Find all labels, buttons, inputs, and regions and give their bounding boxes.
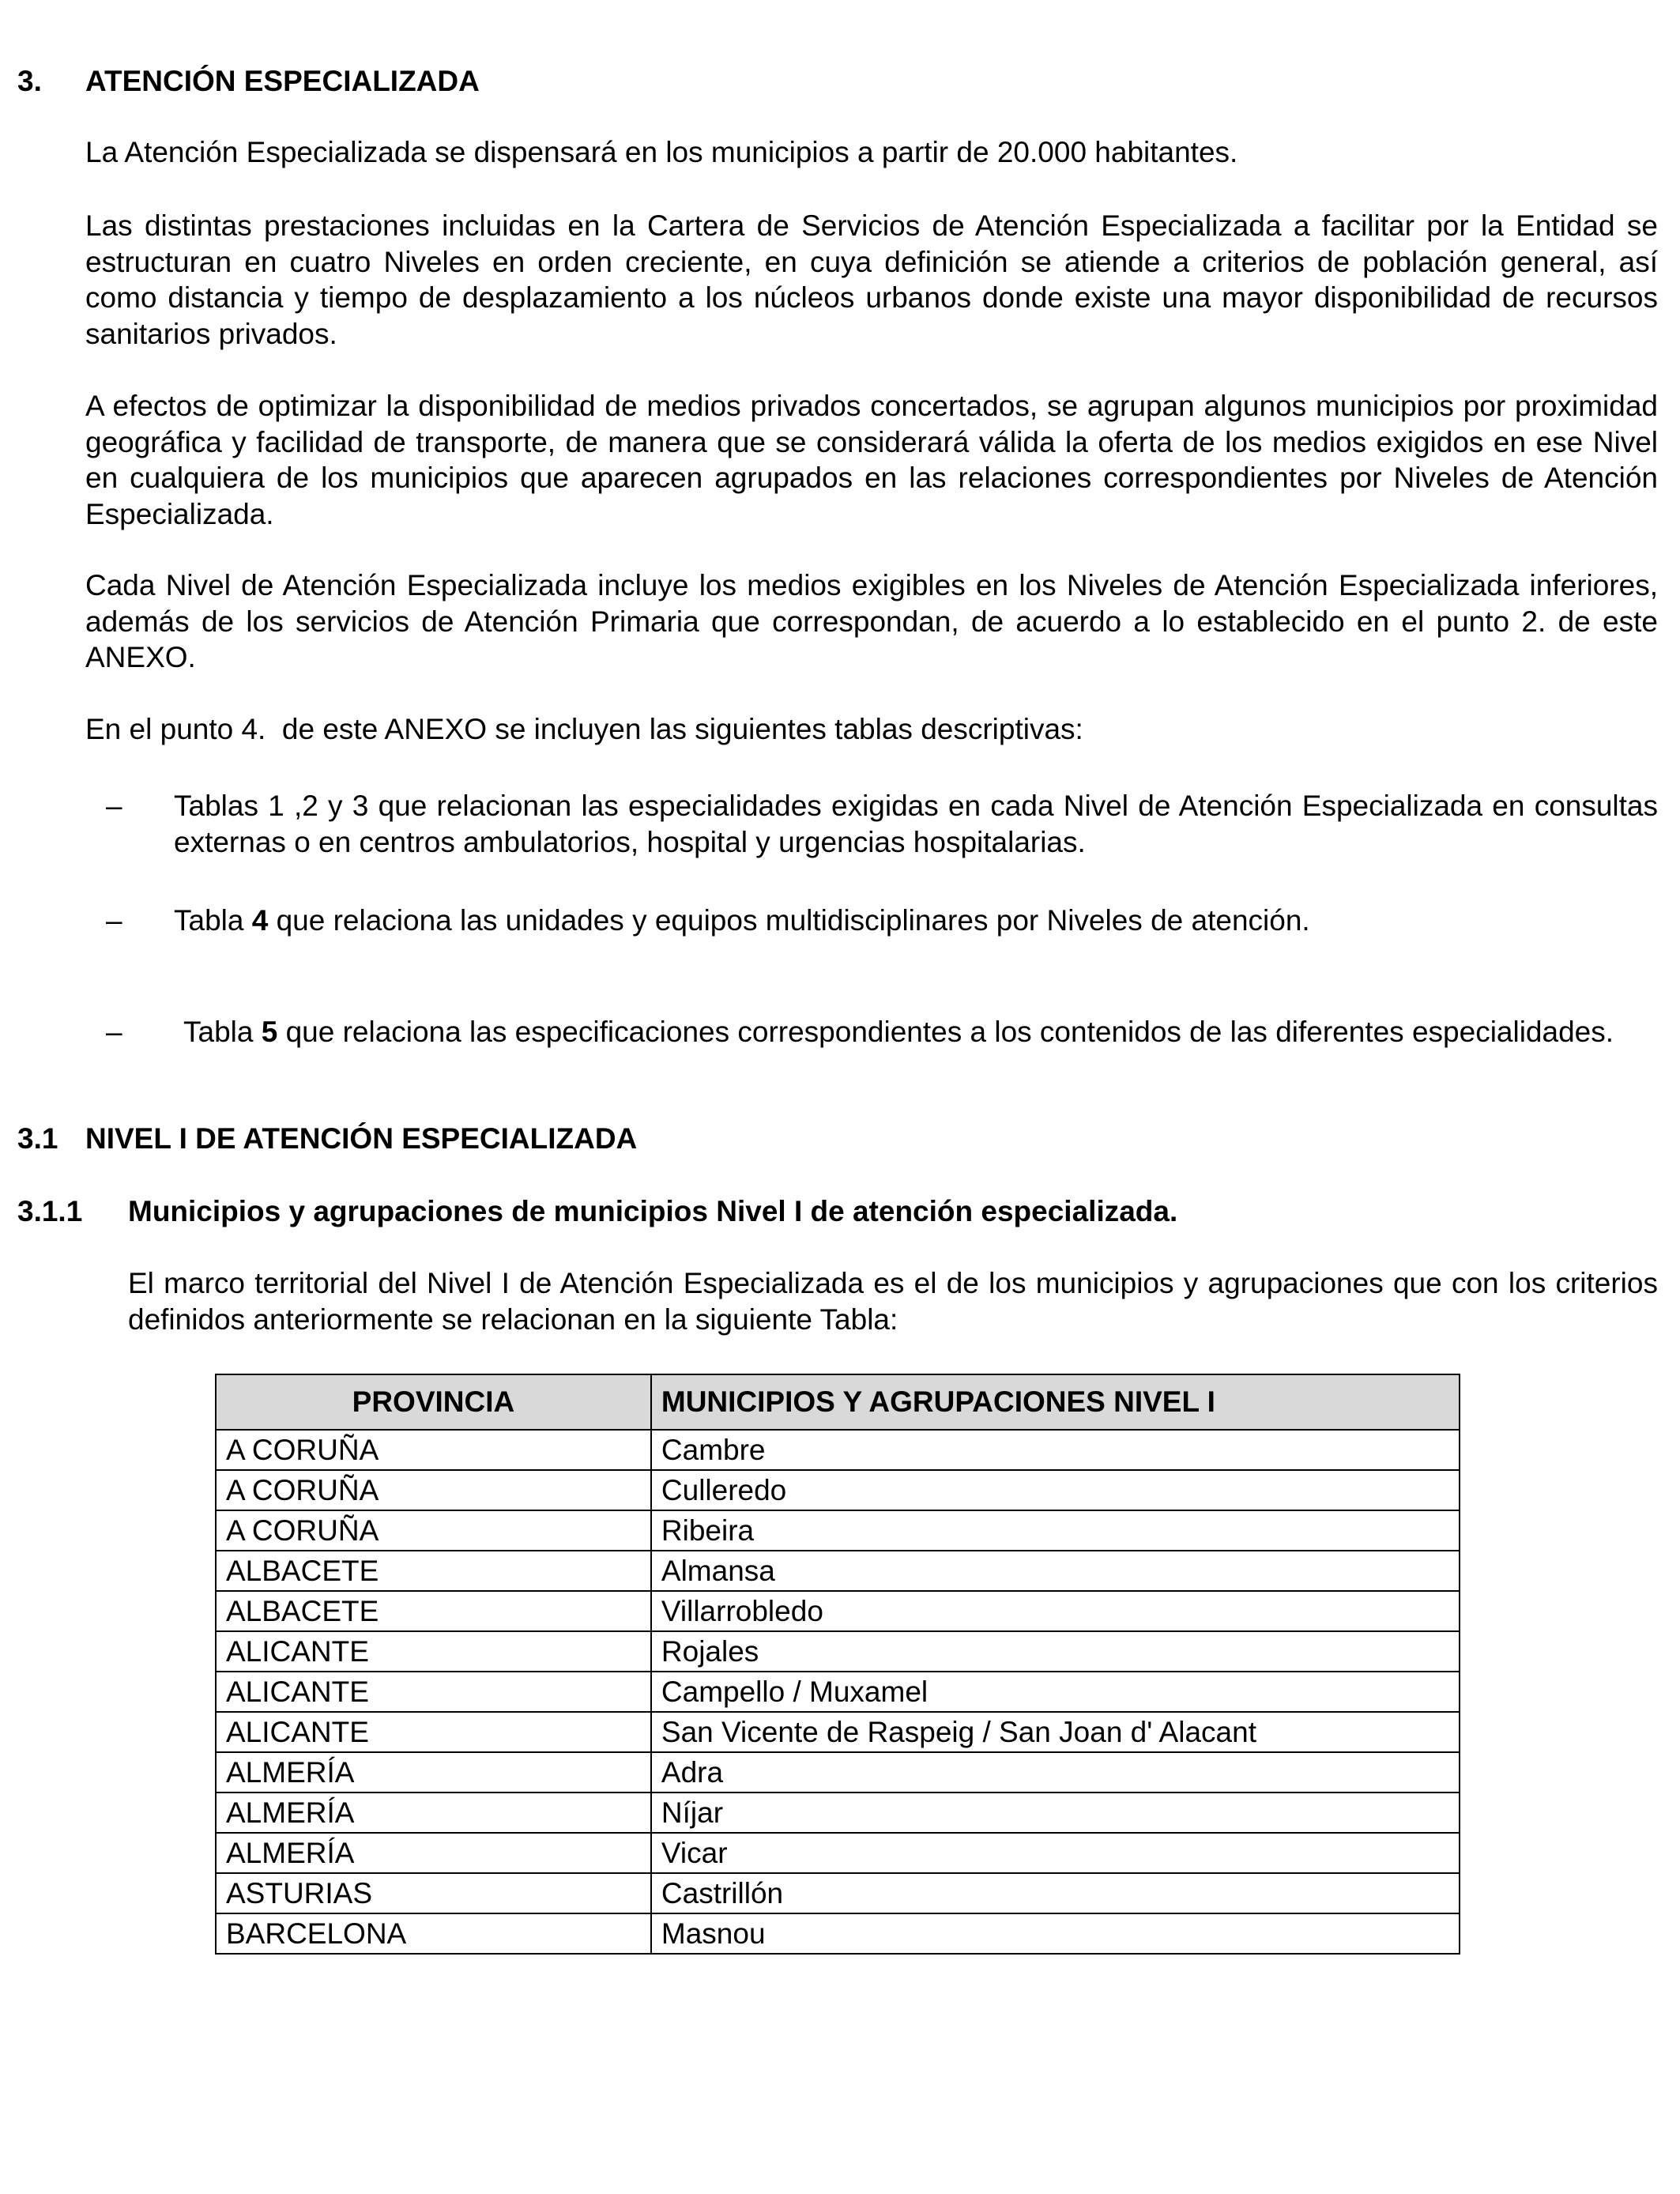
section-title: NIVEL I DE ATENCIÓN ESPECIALIZADA — [85, 1122, 638, 1155]
paragraph-inclusion: Cada Nivel de Atención Especializada incluye los medios exigibles en los Niveles de Atención Especializada inferiores, además de los servicios de Atención Primaria que correspondan, de acuerdo a lo establecido en el punto 2. de este ANEXO. — [85, 569, 1658, 673]
bullet-text-post: que relaciona las unidades y equipos multidisciplinares por Niveles de atención. — [268, 904, 1310, 937]
cell-provincia: BARCELONA — [216, 1913, 651, 1954]
table-header-row — [216, 1374, 1460, 1430]
cell-provincia: A CORUÑA — [216, 1470, 651, 1510]
table-row — [216, 1793, 1460, 1833]
bullet-tables-1-3: Tablas 1 ,2 y 3 que relacionan las especialidades exigidas en cada Nivel de Atención Especializada en consultas externas o en centros ambulatorios, hospital y urgencias hospitalarias. — [174, 790, 1658, 858]
paragraph-territorial: El marco territorial del Nivel I de Atención Especializada es el de los municipios y agrupaciones que con los criterios definidos anteriormente se relacionan en la siguiente Tabla: — [128, 1267, 1658, 1336]
table-row — [216, 1591, 1460, 1631]
bullet-table-number: 4 — [251, 904, 269, 937]
table-row — [216, 1430, 1460, 1470]
table-row — [216, 1631, 1460, 1672]
cell-municipio: Rojales — [651, 1631, 1460, 1672]
table-row — [216, 1752, 1460, 1793]
cell-municipio: Adra — [651, 1752, 1460, 1793]
section-number: 3.1 — [17, 1122, 58, 1155]
cell-municipio: Ribeira — [651, 1510, 1460, 1551]
cell-municipio: Villarrobledo — [651, 1591, 1460, 1631]
paragraph-threshold: La Atención Especializada se dispensará en los municipios a partir de 20.000 habitantes. — [85, 136, 1238, 168]
bullet-table-5 — [174, 1014, 1658, 1050]
bullet-dash: – — [106, 1016, 122, 1048]
table-row — [216, 1672, 1460, 1712]
cell-provincia: ALICANTE — [216, 1672, 651, 1712]
cell-provincia: A CORUÑA — [216, 1510, 651, 1551]
bullet-text-post: que relaciona las especificaciones correspondientes a los contenidos de las diferentes especialidades. — [277, 1016, 1614, 1048]
bullet-table-number: 5 — [261, 1016, 278, 1048]
cell-municipio: Vicar — [651, 1833, 1460, 1873]
table-row — [216, 1833, 1460, 1873]
paragraph-grouping: A efectos de optimizar la disponibilidad de medios privados concertados, se agrupan algunos municipios por proximidad geográfica y facilidad de transporte, de manera que se considerará válida la oferta de los medios exigidos en ese Nivel en cualquiera de los municipios que aparecen agrupados en las relaciones correspondientes por Niveles de Atención Especializada. — [85, 390, 1658, 530]
level-1-municipalities-table — [215, 1374, 1460, 1955]
cell-provincia: ASTURIAS — [216, 1873, 651, 1913]
cell-municipio: Masnou — [651, 1913, 1460, 1954]
table-row — [216, 1873, 1460, 1913]
cell-provincia: ALICANTE — [216, 1631, 651, 1672]
cell-municipio: Almansa — [651, 1551, 1460, 1591]
table-row — [216, 1712, 1460, 1752]
bullet-text-pre: Tabla — [174, 904, 252, 937]
paragraph-levels: Las distintas prestaciones incluidas en la Cartera de Servicios de Atención Especializada a facilitar por la Entidad se estructuran en cuatro Niveles en orden creciente, en cuya definición se atiende a criterios de población general, así como distancia y tiempo de desplazamiento a los núcleos urbanos donde existe una mayor disponibilidad de recursos sanitarios privados. — [85, 209, 1658, 350]
bullet-dash: – — [106, 904, 122, 937]
cell-provincia: ALICANTE — [216, 1712, 651, 1752]
cell-provincia: ALMERÍA — [216, 1793, 651, 1833]
column-header-provincia: PROVINCIA — [216, 1374, 651, 1430]
cell-provincia: ALMERÍA — [216, 1752, 651, 1793]
cell-municipio: Culleredo — [651, 1470, 1460, 1510]
bullet-dash: – — [106, 790, 122, 822]
cell-municipio: Cambre — [651, 1430, 1460, 1470]
cell-municipio: Níjar — [651, 1793, 1460, 1833]
table-row — [216, 1551, 1460, 1591]
bullet-text-pre: Tabla — [183, 1016, 262, 1048]
table-row — [216, 1470, 1460, 1510]
cell-provincia: ALBACETE — [216, 1551, 651, 1591]
section-title: ATENCIÓN ESPECIALIZADA — [85, 65, 480, 97]
cell-municipio: Castrillón — [651, 1873, 1460, 1913]
section-number: 3. — [17, 65, 42, 97]
bullet-table-4 — [174, 903, 1658, 939]
column-header-municipios: MUNICIPIOS Y AGRUPACIONES NIVEL I — [651, 1374, 1460, 1430]
cell-provincia: ALBACETE — [216, 1591, 651, 1631]
cell-provincia: ALMERÍA — [216, 1833, 651, 1873]
section-number: 3.1.1 — [17, 1195, 83, 1227]
cell-municipio: Campello / Muxamel — [651, 1672, 1460, 1712]
table-row — [216, 1510, 1460, 1551]
table-row — [216, 1913, 1460, 1954]
section-title: Municipios y agrupaciones de municipios Nivel I de atención especializada. — [128, 1195, 1178, 1227]
cell-municipio: San Vicente de Raspeig / San Joan d' Alacant — [651, 1712, 1460, 1752]
cell-provincia: A CORUÑA — [216, 1430, 651, 1470]
paragraph-tables-intro: En el punto 4. de este ANEXO se incluyen las siguientes tablas descriptivas: — [85, 713, 1083, 745]
